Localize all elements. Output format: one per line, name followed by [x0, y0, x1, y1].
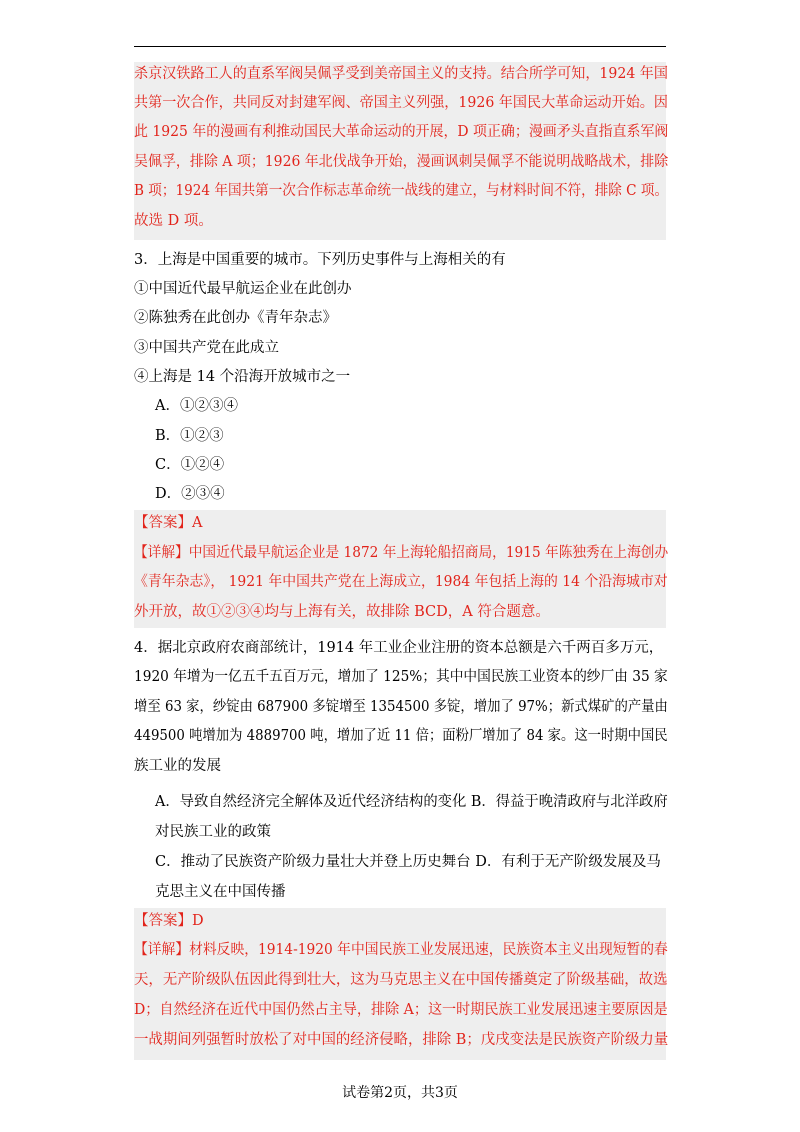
q3-option-a: A．①②③④: [155, 398, 238, 414]
q3-statement: ④上海是 14 个沿海开放城市之一: [134, 369, 351, 385]
prev-explanation-line: 此 1925 年的漫画有利推动国民大革命运动的开展，D 项正确；漫画矛头直指直系军阀: [134, 124, 669, 140]
prev-explanation-shade: [134, 62, 669, 240]
q4-options-line: 克思主义在中国传播: [155, 884, 286, 900]
question-4-stem-line: 增至 63 家，纱锭由 687900 多锭增至 1354500 多锭，增加了 97%；新式煤矿的产量由: [134, 699, 668, 715]
q4-explanation-line: 【详解】材料反映，1914-1920 年中国民族工业发展迅速，民族资本主义出现短暂的春: [134, 942, 668, 958]
question-4-stem-line: 449500 吨增加为 4889700 吨，增加了近 11 倍；面粉厂增加了 84 家。这一时期中国民: [134, 728, 668, 744]
q3-statement: ①中国近代最早航运企业在此创办: [134, 281, 352, 297]
question-4-stem-line: 4．据北京政府农商部统计，1914 年工业企业注册的资本总额是六千两百多万元，: [134, 640, 664, 656]
prev-explanation-line: 故选 D 项。: [134, 213, 213, 229]
question-4-stem-line: 族工业的发展: [134, 758, 221, 774]
q3-statement: ③中国共产党在此成立: [134, 340, 279, 356]
prev-explanation-line: 吴佩孚，排除 A 项；1926 年北伐战争开始，漫画讽刺吴佩孚不能说明战略战术，排除: [134, 154, 669, 170]
q4-options-line: A．导致自然经济完全解体及近代经济结构的变化 B．得益于晚清政府与北洋政府: [155, 794, 668, 810]
q3-answer: 【答案】A: [134, 515, 203, 531]
header-rule: [134, 46, 666, 47]
q3-explanation-line: 【详解】中国近代最早航运企业是 1872 年上海轮船招商局，1915 年陈独秀在上海创办: [134, 545, 669, 561]
q3-option-d: D．②③④: [155, 486, 225, 502]
q3-option-c: C．①②④: [155, 457, 225, 473]
q3-explanation-line: 外开放，故①②③④均与上海有关，故排除 BCD，A 符合题意。: [134, 604, 550, 620]
q4-options-line: 对民族工业的政策: [155, 824, 271, 840]
q4-explanation-line: 一战期间列强暂时放松了对中国的经济侵略，排除 B；戊戌变法是民族资产阶级力量: [134, 1032, 669, 1048]
question-3-stem: 3．上海是中国重要的城市。下列历史事件与上海相关的有: [134, 252, 506, 268]
prev-explanation-line: 杀京汉铁路工人的直系军阀吴佩孚受到美帝国主义的支持。结合所学可知，1924 年国: [134, 66, 669, 82]
q3-explanation-line: 《青年杂志》， 1921 年中国共产党在上海成立，1984 年包括上海的 14 个沿海城市对: [134, 574, 668, 590]
prev-explanation-line: B 项；1924 年国共第一次合作标志革命统一战线的建立，与材料时间不符，排除 C 项。: [134, 183, 669, 199]
q4-explanation-line: D；自然经济在近代中国仍然占主导，排除 A；这一时期民族工业发展迅速主要原因是: [134, 1002, 668, 1018]
prev-explanation-line: 共第一次合作，共同反对封建军阀、帝国主义列强，1926 年国民大革命运动开始。因: [134, 95, 669, 111]
q4-answer: 【答案】D: [134, 913, 204, 929]
question-4-stem-line: 1920 年增为一亿五千五百万元，增加了 125%；其中中国民族工业资本的纱厂由 35 家: [134, 669, 668, 685]
q4-explanation-line: 天，无产阶级队伍因此得到壮大，这为马克思主义在中国传播奠定了阶级基础，故选: [134, 972, 668, 988]
q3-option-b: B．①②③: [155, 428, 224, 444]
q4-options-line: C．推动了民族资产阶级力量壮大并登上历史舞台 D．有利于无产阶级发展及马: [155, 854, 661, 870]
page-footer: 试卷第2页，共3页: [342, 1085, 458, 1101]
q3-statement: ②陈独秀在此创办《青年杂志》: [134, 310, 337, 326]
